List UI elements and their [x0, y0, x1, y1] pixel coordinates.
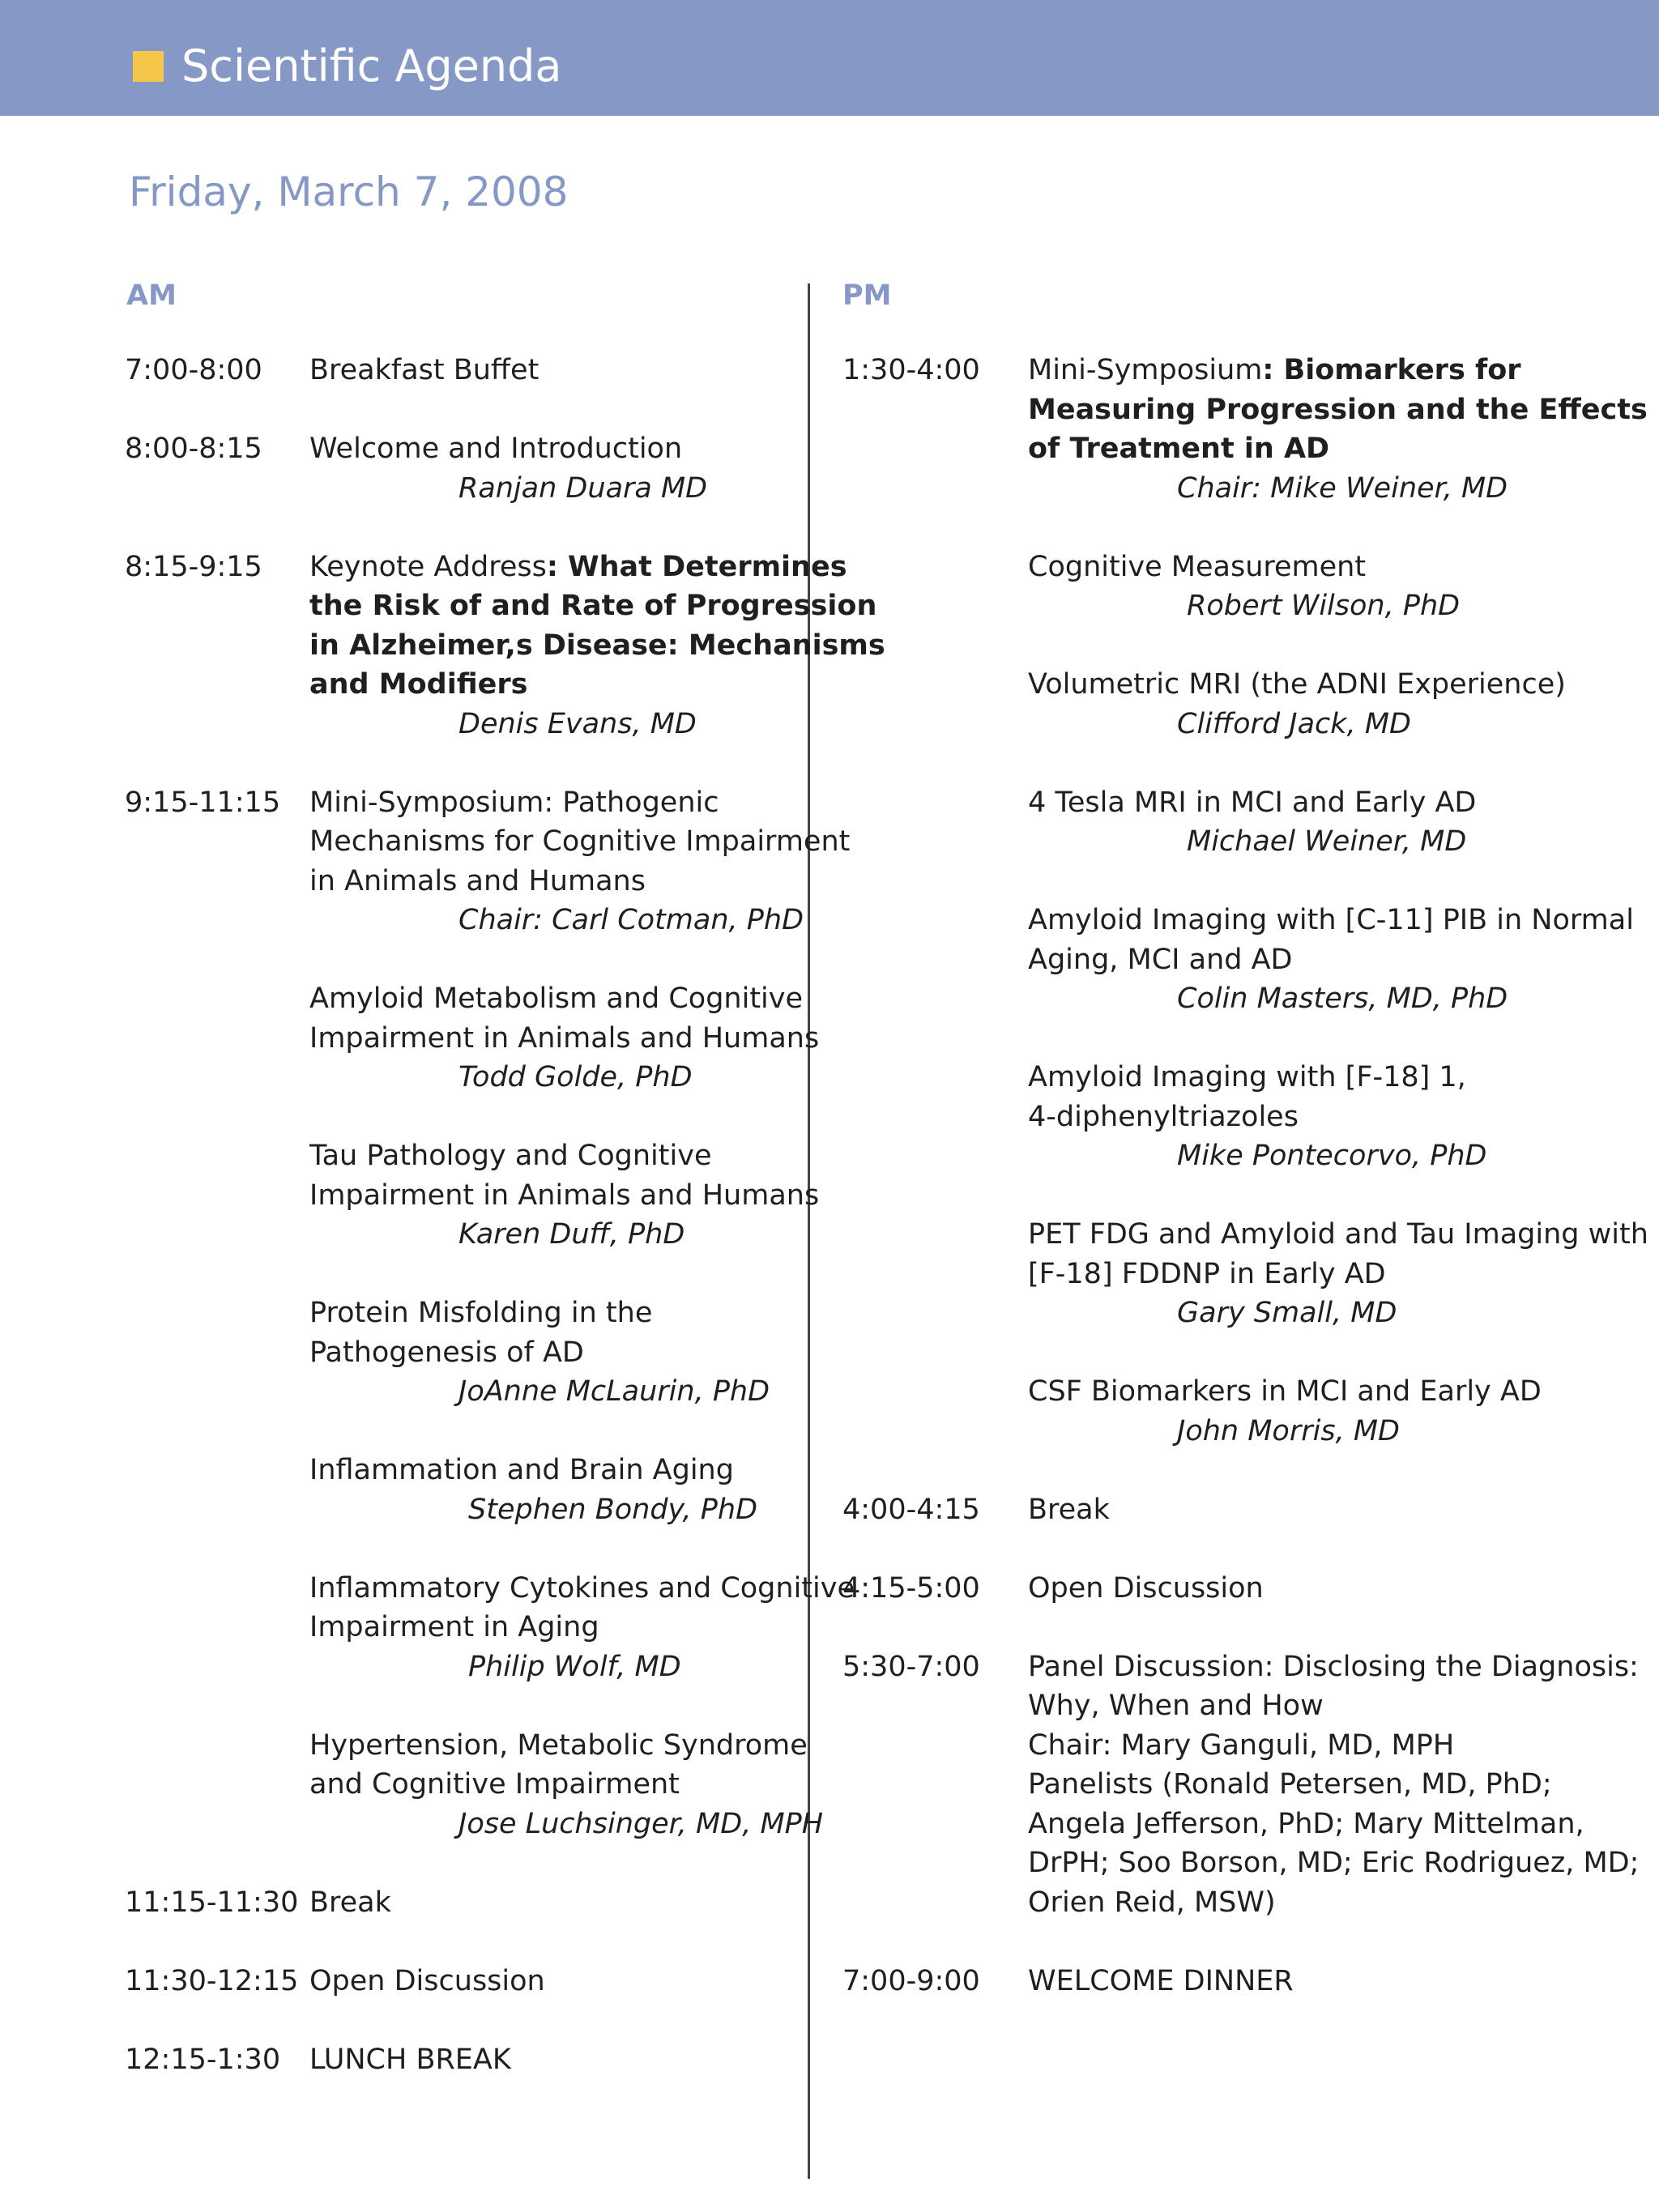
- talk: [309, 1294, 855, 1412]
- entry-title-line: Angela Jefferson, PhD; Mary Mittelman,: [1028, 1807, 1584, 1840]
- entry-title: LUNCH BREAK: [309, 2043, 511, 2076]
- talk-title-line: Protein Misfolding in the: [309, 1297, 653, 1329]
- talk-speaker: John Morris, MD: [1177, 1414, 1400, 1447]
- talk-title-line: Pathogenesis of AD: [309, 1336, 584, 1369]
- entry-title: Open Discussion: [309, 1964, 545, 1997]
- talk-speaker: Clifford Jack, MD: [1177, 707, 1411, 740]
- entry-title-line: of Treatment in AD: [1028, 433, 1330, 465]
- agenda-entry: [842, 351, 1653, 1451]
- entry-title-line: Mini-Symposium: Pathogenic: [309, 786, 719, 819]
- am-column: [125, 351, 885, 2119]
- agenda-entry: [125, 429, 797, 508]
- entry-title-line: the Risk of and Rate of Progression: [309, 590, 877, 622]
- agenda-entry: [125, 783, 855, 1844]
- entry-title: Breakfast Buffet: [309, 354, 539, 386]
- entry-time: 7:00-9:00: [842, 1964, 980, 1997]
- talk: [309, 1136, 855, 1255]
- talk-speaker: JoAnne McLaurin, PhD: [458, 1375, 770, 1408]
- talk: [1028, 548, 1653, 626]
- entry-time: 9:15-11:15: [125, 786, 281, 819]
- agenda-date: Friday, March 7, 2008: [129, 168, 569, 215]
- talk-title-line: [F-18] FDDNP in Early AD: [1028, 1257, 1386, 1290]
- entry-time: 12:15-1:30: [125, 2043, 281, 2076]
- entry-time: 4:00-4:15: [842, 1493, 980, 1526]
- talk: [1028, 783, 1653, 862]
- talk: [309, 979, 855, 1097]
- talk-title-line: Inflammatory Cytokines and Cognitive: [309, 1571, 855, 1605]
- talk-title-line: PET FDG and Amyloid and Tau Imaging with: [1028, 1218, 1648, 1251]
- talk-speaker: Philip Wolf, MD: [468, 1650, 681, 1683]
- entry-speaker: Ranjan Duara MD: [458, 471, 708, 505]
- talk-title-line: Volumetric MRI (the ADNI Experience): [1028, 668, 1566, 701]
- talk: [309, 1726, 855, 1844]
- talk-speaker: Mike Pontecorvo, PhD: [1177, 1140, 1487, 1172]
- talk-title-line: Impairment in Animals and Humans: [309, 1178, 820, 1212]
- entry-time: 1:30-4:00: [842, 354, 980, 386]
- entry-title-line: and Modifiers: [309, 668, 528, 701]
- talk-speaker: Gary Small, MD: [1177, 1297, 1397, 1329]
- talk-speaker: Stephen Bondy, PhD: [468, 1493, 758, 1526]
- entry-title-line: in Alzheimer,s Disease: Mechanisms: [309, 629, 885, 662]
- agenda-entry: [842, 1490, 1653, 1530]
- entry-title: WELCOME DINNER: [1028, 1964, 1294, 1997]
- talk: [1028, 1372, 1653, 1451]
- entry-time: 11:15-11:30: [125, 1886, 299, 1919]
- entry-speaker: Denis Evans, MD: [458, 707, 697, 740]
- entry-title-bold: : What Determines: [546, 550, 847, 583]
- talk-title-line: Cognitive Measurement: [1028, 550, 1367, 583]
- talk-title-line: Aging, MCI and AD: [1028, 943, 1293, 976]
- talk-speaker: Robert Wilson, PhD: [1187, 590, 1461, 622]
- entry-title-line: Panelists (Ronald Petersen, MD, PhD;: [1028, 1768, 1552, 1801]
- entry-title: [1028, 351, 1653, 390]
- entry-title-line: Why, When and How: [1028, 1690, 1324, 1722]
- talk-title-line: Amyloid Metabolism and Cognitive: [309, 982, 804, 1015]
- entry-title-line: Chair: Mary Ganguli, MD, MPH: [1028, 1728, 1455, 1762]
- entry-title-line: DrPH; Soo Borson, MD; Eric Rodriguez, MD;: [1028, 1847, 1640, 1879]
- entry-title-line: Orien Reid, MSW): [1028, 1886, 1276, 1919]
- entry-label: Mini-Symposium: [1028, 354, 1263, 386]
- page-title: Scientific Agenda: [181, 40, 562, 92]
- talk: [1028, 1215, 1653, 1333]
- talk-speaker: Jose Luchsinger, MD, MPH: [458, 1807, 824, 1840]
- talk-title-line: CSF Biomarkers in MCI and Early AD: [1028, 1375, 1542, 1408]
- entry-title: Welcome and Introduction: [309, 433, 683, 465]
- entry-label: Keynote Address: [309, 550, 547, 583]
- talk-speaker: Michael Weiner, MD: [1187, 825, 1467, 858]
- agenda-entry: [125, 548, 885, 744]
- talk: [309, 1569, 855, 1687]
- entry-title-line: in Animals and Humans: [309, 864, 646, 897]
- agenda-entry: [842, 1569, 1653, 1609]
- talk-title-line: Amyloid Imaging with [F-18] 1,: [1028, 1061, 1466, 1093]
- talk: [1028, 1058, 1653, 1176]
- header-accent-square: [133, 51, 164, 82]
- entry-title: [309, 548, 885, 587]
- entry-title-line: Mechanisms for Cognitive Impairment: [309, 825, 851, 858]
- entry-title: Open Discussion: [1028, 1571, 1264, 1605]
- talk: [309, 1451, 855, 1529]
- talk-title-line: Inflammation and Brain Aging: [309, 1454, 734, 1486]
- entry-title: Break: [309, 1886, 391, 1919]
- entry-title: Break: [1028, 1493, 1110, 1526]
- pm-heading: PM: [842, 279, 892, 312]
- entry-speaker: Chair: Mike Weiner, MD: [1177, 471, 1508, 505]
- entry-title-bold: : Biomarkers for: [1262, 354, 1521, 386]
- talk-speaker: Karen Duff, PhD: [458, 1218, 685, 1251]
- agenda-entry: [842, 1962, 1653, 2001]
- entry-speaker: Chair: Carl Cotman, PhD: [458, 904, 804, 936]
- entry-time: 4:15-5:00: [842, 1571, 980, 1605]
- talk: [1028, 901, 1653, 1019]
- talk-title-line: Impairment in Aging: [309, 1611, 599, 1643]
- pm-column: [842, 351, 1653, 2040]
- entry-title-line: Measuring Progression and the Effects: [1028, 393, 1648, 426]
- talk-speaker: Todd Golde, PhD: [458, 1061, 693, 1093]
- talk-title-line: Tau Pathology and Cognitive: [309, 1140, 712, 1172]
- entry-time: 8:00-8:15: [125, 433, 262, 465]
- talk-title-line: Amyloid Imaging with [C-11] PIB in Normal: [1028, 904, 1634, 936]
- agenda-entry: [125, 351, 797, 390]
- entry-time: 5:30-7:00: [842, 1650, 980, 1683]
- agenda-entry: [125, 1883, 797, 1923]
- talk-title-line: Impairment in Animals and Humans: [309, 1021, 820, 1055]
- entry-time: 8:15-9:15: [125, 550, 262, 583]
- entry-time: 11:30-12:15: [125, 1964, 299, 1997]
- agenda-entry: [125, 2040, 797, 2080]
- am-heading: AM: [126, 279, 177, 312]
- agenda-entry: [842, 1647, 1653, 1923]
- entry-title-line: Panel Discussion: Disclosing the Diagnosis:: [1028, 1650, 1639, 1683]
- talk: [1028, 665, 1653, 744]
- talk-title-line: and Cognitive Impairment: [309, 1768, 680, 1801]
- talk-title-line: Hypertension, Metabolic Syndrome: [309, 1728, 808, 1762]
- agenda-entry: [125, 1962, 797, 2001]
- talk-title-line: 4-diphenyltriazoles: [1028, 1100, 1299, 1133]
- talk-speaker: Colin Masters, MD, PhD: [1177, 982, 1508, 1015]
- entry-time: 7:00-8:00: [125, 354, 262, 386]
- talk-title-line: 4 Tesla MRI in MCI and Early AD: [1028, 786, 1477, 819]
